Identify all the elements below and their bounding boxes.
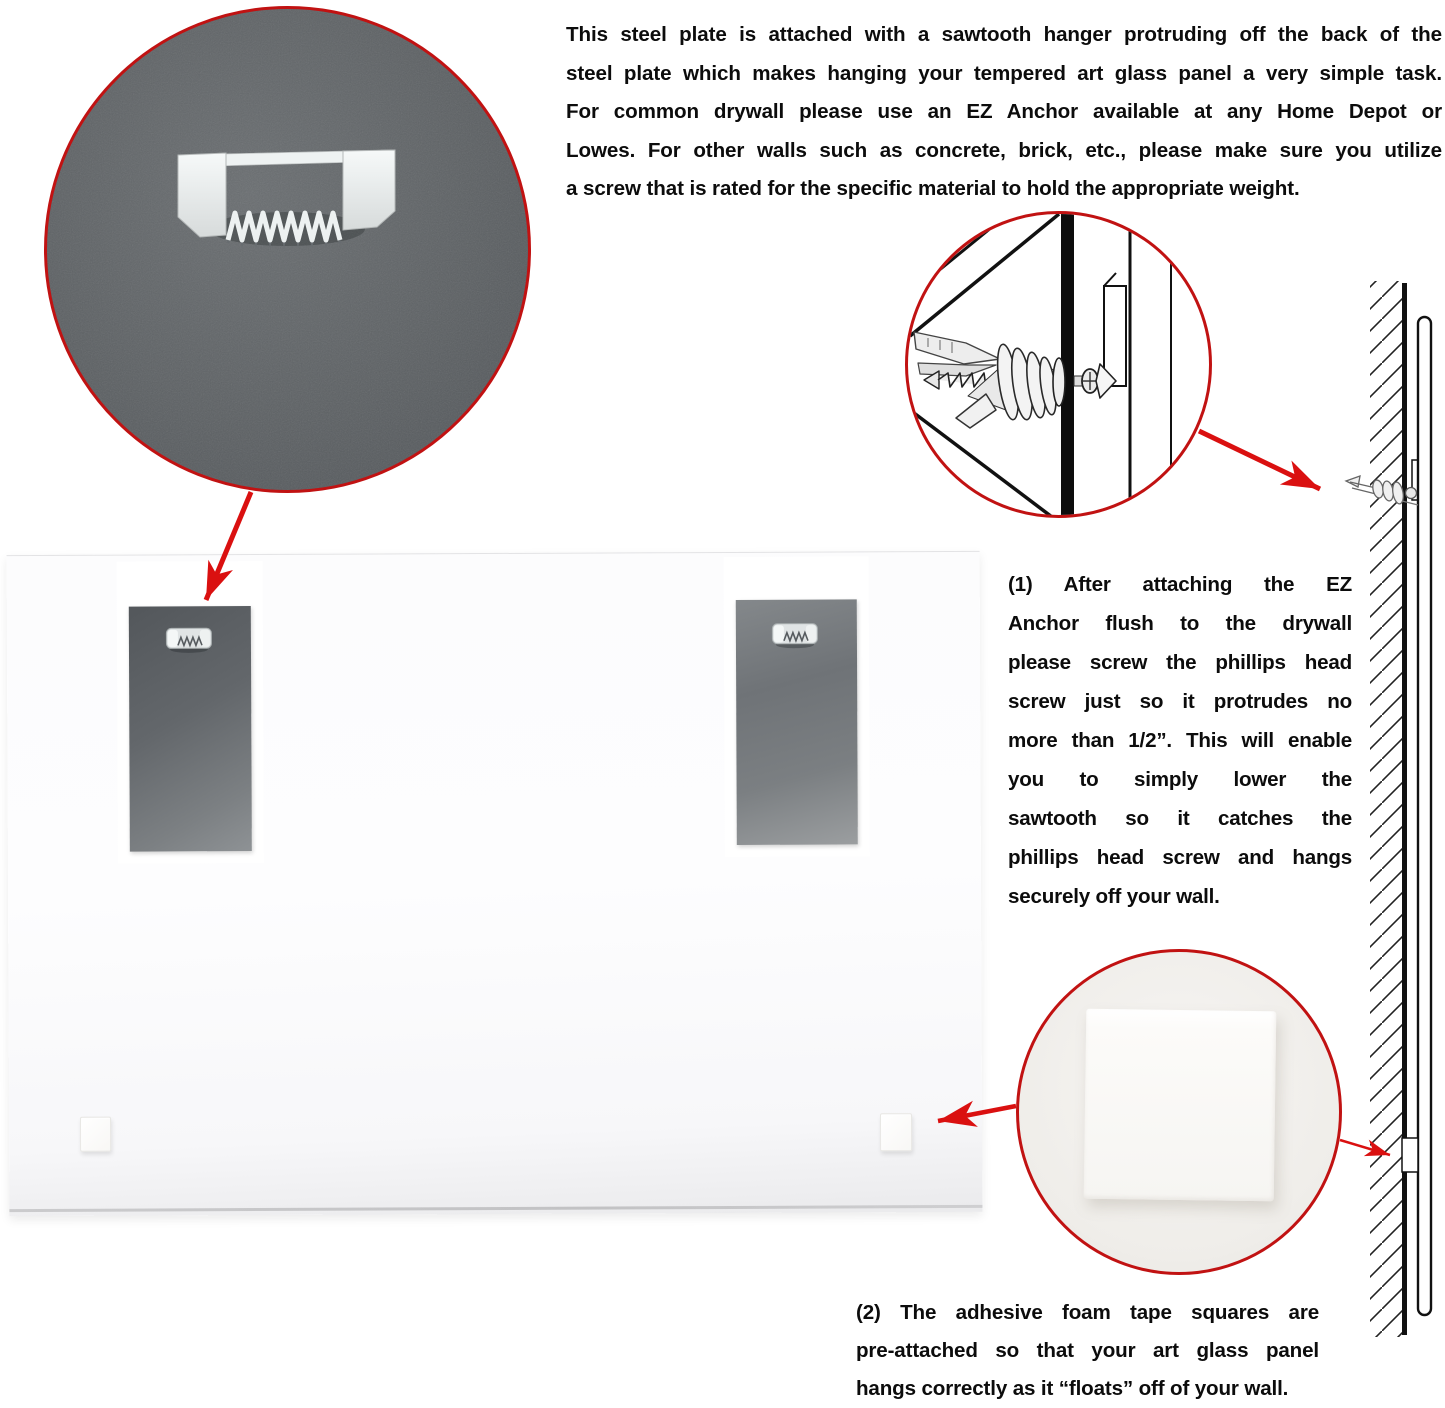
panel-back-photo: [7, 551, 983, 1216]
wall-side-view-illustration: [1338, 275, 1445, 1343]
intro-line: This steel plate is attached with a sawtooth hanger protruding off the back of the: [566, 23, 1442, 46]
step2-line: hangs correctly as it “floats” off of your wall.: [856, 1377, 1289, 1400]
step1-line: phillips head screw and hangs: [1008, 846, 1352, 869]
intro-line: steel plate which makes hanging your tempered art glass panel a very simple task.: [566, 61, 1442, 85]
foam-tape-closeup-inset: [1016, 949, 1342, 1275]
wall-hatching: [1370, 281, 1404, 1337]
sawtooth-hanger-right-icon: [771, 621, 819, 649]
ez-anchor-inset: [905, 211, 1212, 518]
step1-line: (1) After attaching the EZ: [1008, 573, 1352, 596]
step1-line: please screw the phillips head: [1008, 651, 1352, 674]
step1-paragraph: [1008, 565, 1352, 916]
wall-side-view-diagram: [1338, 275, 1445, 1343]
intro-paragraph: [566, 16, 1442, 209]
foam-square-side-view: [1402, 1138, 1418, 1172]
step2-line: pre-attached so that your art glass panel: [856, 1339, 1319, 1362]
sawtooth-hanger-closeup-illustration: [47, 9, 528, 490]
step1-line: Anchor flush to the drywall: [1008, 612, 1352, 635]
panel-bottom-edge: [9, 1205, 982, 1212]
foam-tape-square-closeup: [1084, 1009, 1277, 1202]
intro-line: For common drywall please use an EZ Anchor available at any Home Depot or: [566, 100, 1442, 124]
ez-anchor-illustration: [908, 214, 1209, 515]
callout-arrow-anchor: [1199, 431, 1320, 489]
foam-tape-square-left: [80, 1117, 111, 1152]
step1-line: securely off your wall.: [1008, 885, 1220, 908]
intro-line: a screw that is rated for the specific material to hold the appropriate weight.: [566, 177, 1300, 201]
hanger-bracket-outline: [1104, 273, 1126, 386]
step1-line: you to simply lower the: [1008, 768, 1352, 791]
foam-tape-square-right: [880, 1113, 912, 1151]
sawtooth-closeup-inset: [44, 6, 531, 493]
step1-line: sawtooth so it catches the: [1008, 807, 1352, 830]
step1-line: more than 1/2”. This will enable: [1008, 729, 1352, 752]
step1-line: screw just so it protrudes no: [1008, 690, 1352, 713]
intro-line: Lowes. For other walls such as concrete, brick, etc., please make sure you utilize: [566, 138, 1442, 162]
metal-texture-noise: [47, 9, 528, 490]
step2-paragraph: [856, 1294, 1319, 1408]
glass-panel-side-view: [1418, 317, 1431, 1315]
ez-anchor-icon: [914, 332, 1116, 428]
sawtooth-hanger-left-icon: [165, 625, 213, 653]
step2-line: (2) The adhesive foam tape squares are: [856, 1301, 1319, 1324]
